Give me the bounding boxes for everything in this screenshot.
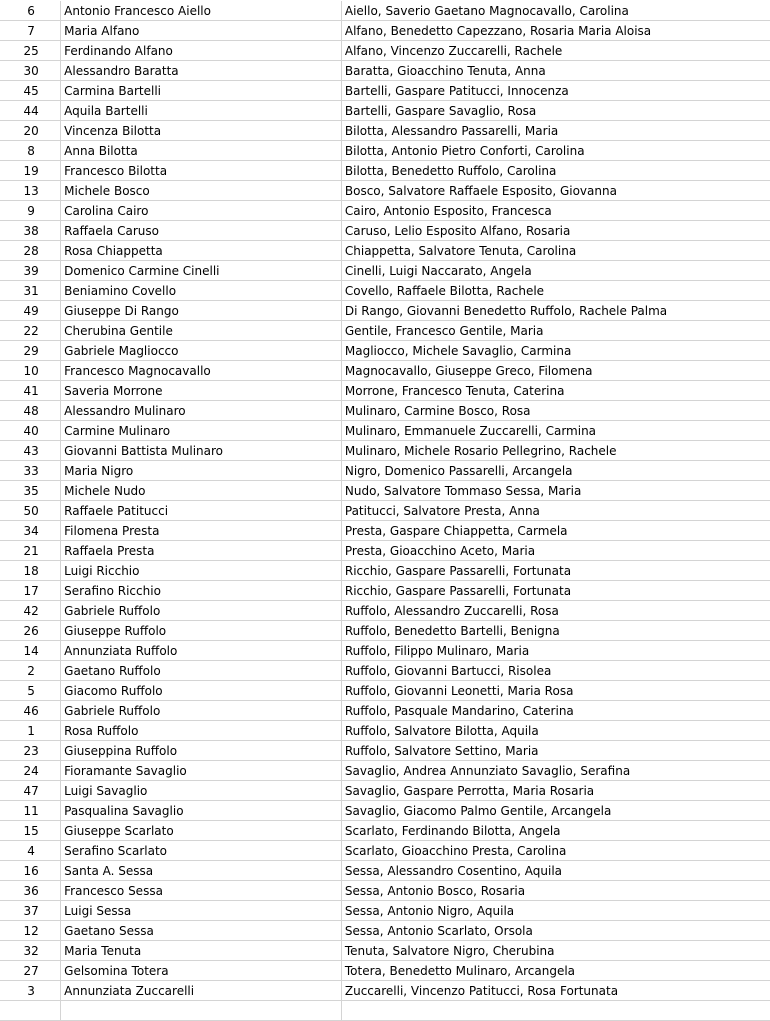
cell-parents[interactable]: Savaglio, Giacomo Palmo Gentile, Arcangela [341, 801, 770, 821]
cell-parents[interactable]: Aiello, Saverio Gaetano Magnocavallo, Carolina [341, 1, 770, 21]
table-row [0, 941, 770, 961]
cell-person-name[interactable]: Carmina Bartelli [61, 81, 342, 101]
cell-person-name[interactable]: Gabriele Magliocco [61, 341, 342, 361]
table-row [0, 901, 770, 921]
cell-person-name[interactable]: Serafino Scarlato [61, 841, 342, 861]
cell-number[interactable]: 46 [0, 701, 61, 721]
cell-parents[interactable]: Sessa, Antonio Bosco, Rosaria [341, 881, 770, 901]
table-row [0, 221, 770, 241]
table-row [0, 1, 770, 21]
cell-person-name[interactable]: Serafino Ricchio [61, 581, 342, 601]
cell-number[interactable]: 38 [0, 221, 61, 241]
cell-person-name[interactable]: Francesco Sessa [61, 881, 342, 901]
cell-person-name[interactable]: Gaetano Ruffolo [61, 661, 342, 681]
cell-person-name[interactable]: Saveria Morrone [61, 381, 342, 401]
cell-number[interactable]: 37 [0, 901, 61, 921]
cell-number[interactable]: 5 [0, 681, 61, 701]
cell-parents[interactable]: Morrone, Francesco Tenuta, Caterina [341, 381, 770, 401]
cell-number[interactable]: 28 [0, 241, 61, 261]
cell-number[interactable]: 11 [0, 801, 61, 821]
table-row [0, 361, 770, 381]
cell-person-name[interactable]: Gaetano Sessa [61, 921, 342, 941]
cell-number[interactable]: 16 [0, 861, 61, 881]
cell-number[interactable]: 20 [0, 121, 61, 141]
cell-parents[interactable]: Sessa, Alessandro Cosentino, Aquila [341, 861, 770, 881]
cell-person-name[interactable]: Maria Tenuta [61, 941, 342, 961]
cell-person-name[interactable]: Cherubina Gentile [61, 321, 342, 341]
cell-person-name[interactable]: Annunziata Zuccarelli [61, 981, 342, 1001]
cell-number[interactable]: 50 [0, 501, 61, 521]
cell-parents[interactable]: Mulinaro, Emmanuele Zuccarelli, Carmina [341, 421, 770, 441]
cell-parents[interactable]: Savaglio, Andrea Annunziato Savaglio, Serafina [341, 761, 770, 781]
cell-parents[interactable]: Presta, Gioacchino Aceto, Maria [341, 541, 770, 561]
cell-number[interactable]: 23 [0, 741, 61, 761]
cell-number[interactable]: 49 [0, 301, 61, 321]
table-row [0, 801, 770, 821]
cell-number[interactable]: 26 [0, 621, 61, 641]
table-row [0, 241, 770, 261]
table-row [0, 481, 770, 501]
cell-parents[interactable]: Bilotta, Benedetto Ruffolo, Carolina [341, 161, 770, 181]
cell-parents[interactable]: Presta, Gaspare Chiappetta, Carmela [341, 521, 770, 541]
cell-number[interactable]: 7 [0, 21, 61, 41]
cell-parents[interactable]: Mulinaro, Michele Rosario Pellegrino, Rachele [341, 441, 770, 461]
cell-number[interactable]: 40 [0, 421, 61, 441]
table-row [0, 601, 770, 621]
table-row [0, 561, 770, 581]
cell-person-name[interactable]: Giuseppe Scarlato [61, 821, 342, 841]
cell-person-name[interactable]: Vincenza Bilotta [61, 121, 342, 141]
cell-parents[interactable]: Di Rango, Giovanni Benedetto Ruffolo, Rachele Palma [341, 301, 770, 321]
cell-person-name[interactable]: Michele Nudo [61, 481, 342, 501]
table-row [0, 701, 770, 721]
cell-parents[interactable]: Mulinaro, Carmine Bosco, Rosa [341, 401, 770, 421]
table-row [0, 261, 770, 281]
cell-number[interactable]: 18 [0, 561, 61, 581]
cell-person-name[interactable]: Rosa Ruffolo [61, 721, 342, 741]
cell-person-name[interactable]: Beniamino Covello [61, 281, 342, 301]
table-row [0, 21, 770, 41]
cell-number[interactable]: 31 [0, 281, 61, 301]
table-row [0, 41, 770, 61]
cell-person-name[interactable]: Francesco Magnocavallo [61, 361, 342, 381]
cell-parents[interactable]: Ruffolo, Giovanni Leonetti, Maria Rosa [341, 681, 770, 701]
cell-person-name[interactable]: Michele Bosco [61, 181, 342, 201]
cell-parents[interactable]: Covello, Raffaele Bilotta, Rachele [341, 281, 770, 301]
cell-person-name[interactable]: Giovanni Battista Mulinaro [61, 441, 342, 461]
cell-parents[interactable]: Ricchio, Gaspare Passarelli, Fortunata [341, 561, 770, 581]
cell-parents[interactable]: Cairo, Antonio Esposito, Francesca [341, 201, 770, 221]
table-row [0, 721, 770, 741]
cell-person-name[interactable]: Anna Bilotta [61, 141, 342, 161]
cell-person-name[interactable]: Alessandro Mulinaro [61, 401, 342, 421]
table-row [0, 421, 770, 441]
cell-number[interactable]: 17 [0, 581, 61, 601]
cell-parents[interactable]: Nigro, Domenico Passarelli, Arcangela [341, 461, 770, 481]
cell-number[interactable]: 1 [0, 721, 61, 741]
cell-number[interactable]: 13 [0, 181, 61, 201]
table-row [0, 281, 770, 301]
table-row [0, 141, 770, 161]
cell-person-name[interactable]: Fioramante Savaglio [61, 761, 342, 781]
table-row [0, 501, 770, 521]
cell-number[interactable]: 25 [0, 41, 61, 61]
cell-parents[interactable]: Bartelli, Gaspare Patitucci, Innocenza [341, 81, 770, 101]
table-row [0, 921, 770, 941]
cell-parents[interactable] [341, 1001, 770, 1021]
table-row [0, 641, 770, 661]
cell-person-name[interactable]: Luigi Sessa [61, 901, 342, 921]
cell-person-name[interactable]: Alessandro Baratta [61, 61, 342, 81]
table-row [0, 461, 770, 481]
cell-parents[interactable]: Gentile, Francesco Gentile, Maria [341, 321, 770, 341]
cell-person-name[interactable]: Carmine Mulinaro [61, 421, 342, 441]
cell-parents[interactable]: Ruffolo, Salvatore Bilotta, Aquila [341, 721, 770, 741]
cell-number[interactable]: 39 [0, 261, 61, 281]
table-row [0, 741, 770, 761]
cell-person-name[interactable]: Francesco Bilotta [61, 161, 342, 181]
cell-parents[interactable]: Sessa, Antonio Scarlato, Orsola [341, 921, 770, 941]
cell-number[interactable]: 3 [0, 981, 61, 1001]
table-row [0, 541, 770, 561]
cell-parents[interactable]: Scarlato, Gioacchino Presta, Carolina [341, 841, 770, 861]
cell-number[interactable]: 48 [0, 401, 61, 421]
table-row [0, 181, 770, 201]
cell-parents[interactable]: Ruffolo, Alessandro Zuccarelli, Rosa [341, 601, 770, 621]
cell-person-name[interactable]: Santa A. Sessa [61, 861, 342, 881]
cell-number[interactable]: 24 [0, 761, 61, 781]
table-row [0, 81, 770, 101]
table-row [0, 321, 770, 341]
cell-parents[interactable]: Baratta, Gioacchino Tenuta, Anna [341, 61, 770, 81]
cell-person-name[interactable] [61, 1001, 342, 1021]
cell-person-name[interactable]: Giuseppe Di Rango [61, 301, 342, 321]
table-row [0, 761, 770, 781]
cell-number[interactable]: 21 [0, 541, 61, 561]
table-row [0, 621, 770, 641]
cell-parents[interactable]: Savaglio, Gaspare Perrotta, Maria Rosaria [341, 781, 770, 801]
table-row [0, 381, 770, 401]
cell-parents[interactable]: Sessa, Antonio Nigro, Aquila [341, 901, 770, 921]
cell-person-name[interactable]: Ferdinando Alfano [61, 41, 342, 61]
table-row [0, 781, 770, 801]
cell-number[interactable]: 44 [0, 101, 61, 121]
table-row [0, 341, 770, 361]
cell-person-name[interactable]: Filomena Presta [61, 521, 342, 541]
cell-parents[interactable]: Zuccarelli, Vincenzo Patitucci, Rosa Fortunata [341, 981, 770, 1001]
table-row [0, 441, 770, 461]
cell-person-name[interactable]: Rosa Chiappetta [61, 241, 342, 261]
cell-number[interactable]: 22 [0, 321, 61, 341]
table-row [0, 101, 770, 121]
cell-person-name[interactable]: Carolina Cairo [61, 201, 342, 221]
cell-parents[interactable]: Chiappetta, Salvatore Tenuta, Carolina [341, 241, 770, 261]
table-row [0, 821, 770, 841]
table-row [0, 61, 770, 81]
cell-person-name[interactable]: Giuseppina Ruffolo [61, 741, 342, 761]
cell-parents[interactable]: Ruffolo, Benedetto Bartelli, Benigna [341, 621, 770, 641]
cell-number[interactable]: 35 [0, 481, 61, 501]
cell-person-name[interactable]: Luigi Savaglio [61, 781, 342, 801]
cell-number[interactable]: 42 [0, 601, 61, 621]
cell-number[interactable]: 9 [0, 201, 61, 221]
cell-parents[interactable]: Totera, Benedetto Mulinaro, Arcangela [341, 961, 770, 981]
cell-person-name[interactable]: Raffaela Presta [61, 541, 342, 561]
cell-parents[interactable]: Bartelli, Gaspare Savaglio, Rosa [341, 101, 770, 121]
cell-person-name[interactable]: Aquila Bartelli [61, 101, 342, 121]
table-row [0, 841, 770, 861]
cell-number[interactable]: 2 [0, 661, 61, 681]
cell-person-name[interactable]: Annunziata Ruffolo [61, 641, 342, 661]
cell-number[interactable]: 30 [0, 61, 61, 81]
cell-number[interactable]: 36 [0, 881, 61, 901]
table-row [0, 401, 770, 421]
cell-number[interactable] [0, 1001, 61, 1021]
cell-person-name[interactable]: Domenico Carmine Cinelli [61, 261, 342, 281]
spreadsheet-grid [0, 1, 770, 1021]
cell-parents[interactable]: Ruffolo, Filippo Mulinaro, Maria [341, 641, 770, 661]
cell-number[interactable]: 34 [0, 521, 61, 541]
cell-parents[interactable]: Nudo, Salvatore Tommaso Sessa, Maria [341, 481, 770, 501]
table-row [0, 981, 770, 1001]
cell-number[interactable]: 8 [0, 141, 61, 161]
cell-parents[interactable]: Tenuta, Salvatore Nigro, Cherubina [341, 941, 770, 961]
cell-parents[interactable]: Bilotta, Antonio Pietro Conforti, Carolina [341, 141, 770, 161]
cell-person-name[interactable]: Pasqualina Savaglio [61, 801, 342, 821]
cell-person-name[interactable]: Raffaele Patitucci [61, 501, 342, 521]
cell-parents[interactable]: Caruso, Lelio Esposito Alfano, Rosaria [341, 221, 770, 241]
cell-parents[interactable]: Patitucci, Salvatore Presta, Anna [341, 501, 770, 521]
cell-number[interactable]: 10 [0, 361, 61, 381]
cell-number[interactable]: 33 [0, 461, 61, 481]
table-row [0, 161, 770, 181]
cell-number[interactable]: 6 [0, 1, 61, 21]
cell-person-name[interactable]: Gabriele Ruffolo [61, 601, 342, 621]
cell-person-name[interactable]: Luigi Ricchio [61, 561, 342, 581]
table-row [0, 861, 770, 881]
cell-number[interactable]: 41 [0, 381, 61, 401]
cell-parents[interactable]: Ricchio, Gaspare Passarelli, Fortunata [341, 581, 770, 601]
cell-person-name[interactable]: Raffaela Caruso [61, 221, 342, 241]
cell-person-name[interactable]: Maria Nigro [61, 461, 342, 481]
table-row [0, 121, 770, 141]
table-row [0, 881, 770, 901]
cell-parents[interactable]: Bosco, Salvatore Raffaele Esposito, Giovanna [341, 181, 770, 201]
cell-number[interactable]: 4 [0, 841, 61, 861]
table-row [0, 661, 770, 681]
cell-person-name[interactable]: Maria Alfano [61, 21, 342, 41]
cell-number[interactable]: 45 [0, 81, 61, 101]
cell-parents[interactable]: Ruffolo, Pasquale Mandarino, Caterina [341, 701, 770, 721]
cell-number[interactable]: 15 [0, 821, 61, 841]
cell-parents[interactable]: Alfano, Benedetto Capezzano, Rosaria Maria Aloisa [341, 21, 770, 41]
cell-person-name[interactable]: Antonio Francesco Aiello [61, 1, 342, 21]
cell-number[interactable]: 32 [0, 941, 61, 961]
table-row [0, 1001, 770, 1021]
cell-parents[interactable]: Ruffolo, Salvatore Settino, Maria [341, 741, 770, 761]
cell-number[interactable]: 47 [0, 781, 61, 801]
cell-number[interactable]: 19 [0, 161, 61, 181]
cell-parents[interactable]: Magnocavallo, Giuseppe Greco, Filomena [341, 361, 770, 381]
cell-person-name[interactable]: Gelsomina Totera [61, 961, 342, 981]
cell-number[interactable]: 14 [0, 641, 61, 661]
cell-number[interactable]: 12 [0, 921, 61, 941]
cell-parents[interactable]: Ruffolo, Giovanni Bartucci, Risolea [341, 661, 770, 681]
cell-person-name[interactable]: Giacomo Ruffolo [61, 681, 342, 701]
cell-number[interactable]: 29 [0, 341, 61, 361]
cell-number[interactable]: 43 [0, 441, 61, 461]
table-row [0, 301, 770, 321]
table-row [0, 961, 770, 981]
cell-person-name[interactable]: Giuseppe Ruffolo [61, 621, 342, 641]
cell-parents[interactable]: Alfano, Vincenzo Zuccarelli, Rachele [341, 41, 770, 61]
cell-number[interactable]: 27 [0, 961, 61, 981]
cell-parents[interactable]: Scarlato, Ferdinando Bilotta, Angela [341, 821, 770, 841]
spreadsheet-body [0, 1, 770, 1021]
cell-parents[interactable]: Cinelli, Luigi Naccarato, Angela [341, 261, 770, 281]
table-row [0, 521, 770, 541]
table-row [0, 581, 770, 601]
cell-parents[interactable]: Bilotta, Alessandro Passarelli, Maria [341, 121, 770, 141]
cell-parents[interactable]: Magliocco, Michele Savaglio, Carmina [341, 341, 770, 361]
cell-person-name[interactable]: Gabriele Ruffolo [61, 701, 342, 721]
table-row [0, 201, 770, 221]
table-row [0, 681, 770, 701]
